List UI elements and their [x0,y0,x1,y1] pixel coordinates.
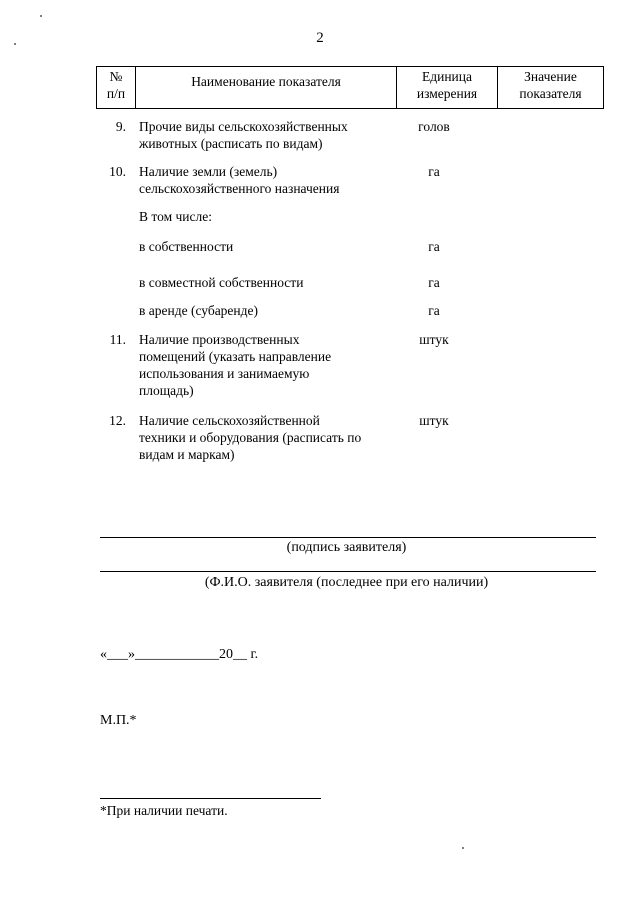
column-header-value-text: Значение показателя [519,69,582,101]
row-number: 11. [109,332,126,347]
full-name-line [100,571,596,572]
column-header-number [97,67,136,109]
row-unit: штук [419,332,449,347]
column-header-unit-text: Единица измерения [416,69,478,101]
column-header-unit [397,67,498,109]
row-name: в совместной собственности [139,275,304,290]
row-name: Наличие производственных помещений (указать направление использования и занимаемую площадь) [139,332,332,398]
date-line: «___»____________20__ г. [100,647,259,662]
row-unit: га [428,275,440,290]
row-number: 9. [115,119,126,134]
scan-speck [40,15,42,17]
row-name: в аренде (субаренде) [139,303,259,318]
row-unit: голов [418,119,450,134]
row-unit: га [428,239,440,254]
signature-caption: (подпись заявителя) [286,540,407,555]
row-unit: га [428,164,440,179]
row-name: Наличие земли (земель) сельскохозяйственного назначения [139,164,340,196]
row-name: В том числе: [139,209,212,224]
row-number: 12. [109,413,126,428]
column-header-name [136,67,397,109]
row-unit: га [428,303,440,318]
stamp-label: М.П.* [100,713,137,728]
footnote-separator [100,798,321,799]
page-number: 2 [316,30,324,46]
footnote: *При наличии печати. [100,803,228,818]
indicator-table-header [96,66,604,109]
column-header-value [498,67,604,109]
row-number: 10. [109,164,126,179]
scan-speck [462,847,464,849]
row-unit: штук [419,413,449,428]
row-name: Наличие сельскохозяйственной техники и оборудования (расписать по видам и маркам) [139,413,362,462]
column-header-number-text: № п/п [106,69,126,101]
signature-line [100,537,596,538]
row-name: в собственности [139,239,234,254]
column-header-name-text: Наименование показателя [191,74,341,89]
full-name-caption: (Ф.И.О. заявителя (последнее при его наличии) [204,575,489,590]
row-name: Прочие виды сельскохозяйственных животных (расписать по видам) [139,119,348,151]
